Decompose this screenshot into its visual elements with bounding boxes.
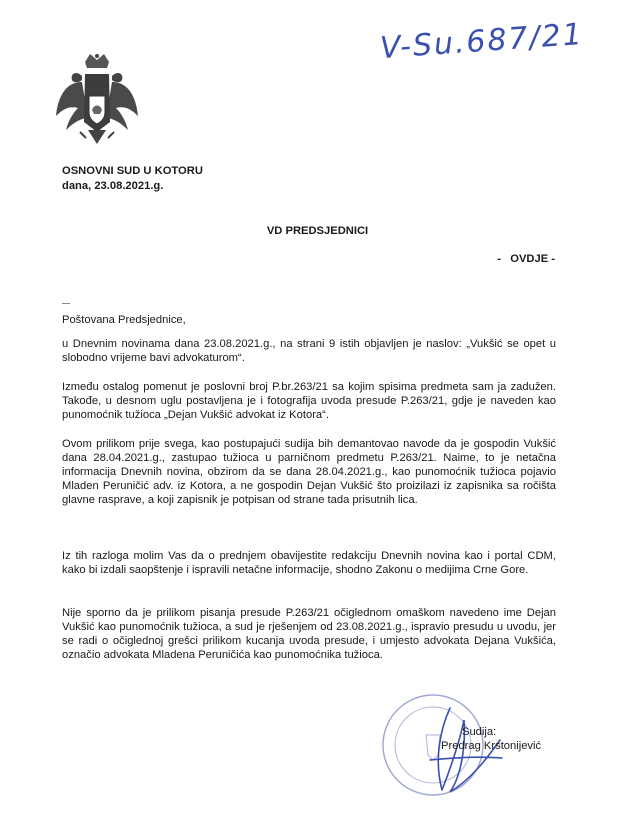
letter-greeting: Poštovana Predsjednice, xyxy=(62,314,186,326)
coat-of-arms-icon xyxy=(52,52,142,152)
recipient-location: - OVDJE - xyxy=(497,253,555,265)
letter-paragraph: Ovom prilikom prije svega, kao postupajući sudija bih demantovao navode da je gospodin Vukšić dana 28.04.2021.g., zastupao tužioca u parničnom predmetu P.263/21. Naime, to je netačna informacija Dnevnih novina, obzirom da se dana 28.04.2021.g., kao punomoćnik tužioca pojavio Mladen Peruničić adv. iz Kotora, a ne gospodin Dejan Vukšić što proizilazi iz zapisnika sa ročišta glavne rasprave, a koji zapisnik je potpisan od strane tada prisutnih lica. xyxy=(62,438,556,506)
judge-label: Sudija: xyxy=(462,726,497,738)
letter-paragraph: u Dnevnim novinama dana 23.08.2021.g., na strani 9 istih objavljen je naslov: „Vukšić se opet u slobodno vrijeme bavi advokaturom“. xyxy=(62,338,556,364)
handwritten-case-number: V-Su.687/21 xyxy=(379,16,585,67)
recipient-title: VD PREDSJEDNICI xyxy=(266,225,369,237)
margin-mark xyxy=(62,303,70,304)
letter-paragraph: Iz tih razloga molim Vas da o prednjem obavijestite redakciju Dnevnih novina kao i portal CDM, kako bi izdali saopštenje i ispravili netačne informacije, shodno Zakonu o medijima Crne Gore. xyxy=(62,550,556,576)
document-date: dana, 23.08.2021.g. xyxy=(62,180,164,192)
letter-paragraph: Nije sporno da je prilikom pisanja presude P.263/21 očiglednom omaškom navedeno ime Dejan Vukšić kao punomoćnik tužioca, a sud je rješenjem od 23.08.2021.g., ispravio presudu u uvodu, jer se radi o očiglednoj grešci prilikom kucanja uvoda presude, i umjesto advokata Dejana Vukšića, označio advokata Mladena Peruničića kao punomoćnika tužioca. xyxy=(62,607,556,661)
court-name: OSNOVNI SUD U KOTORU xyxy=(62,165,203,177)
judge-name: Predrag Krstonijević xyxy=(441,740,542,752)
letter-paragraph: Između ostalog pomenut je poslovni broj P.br.263/21 sa kojim spisima predmeta sam ja zadužen. Takođe, u desnom uglu postavljena je i fotografija uvoda presude P.263/21, gdje je naveden kao punomoćnik tužioca „Dejan Vukšić advokat iz Kotora“. xyxy=(62,381,556,421)
